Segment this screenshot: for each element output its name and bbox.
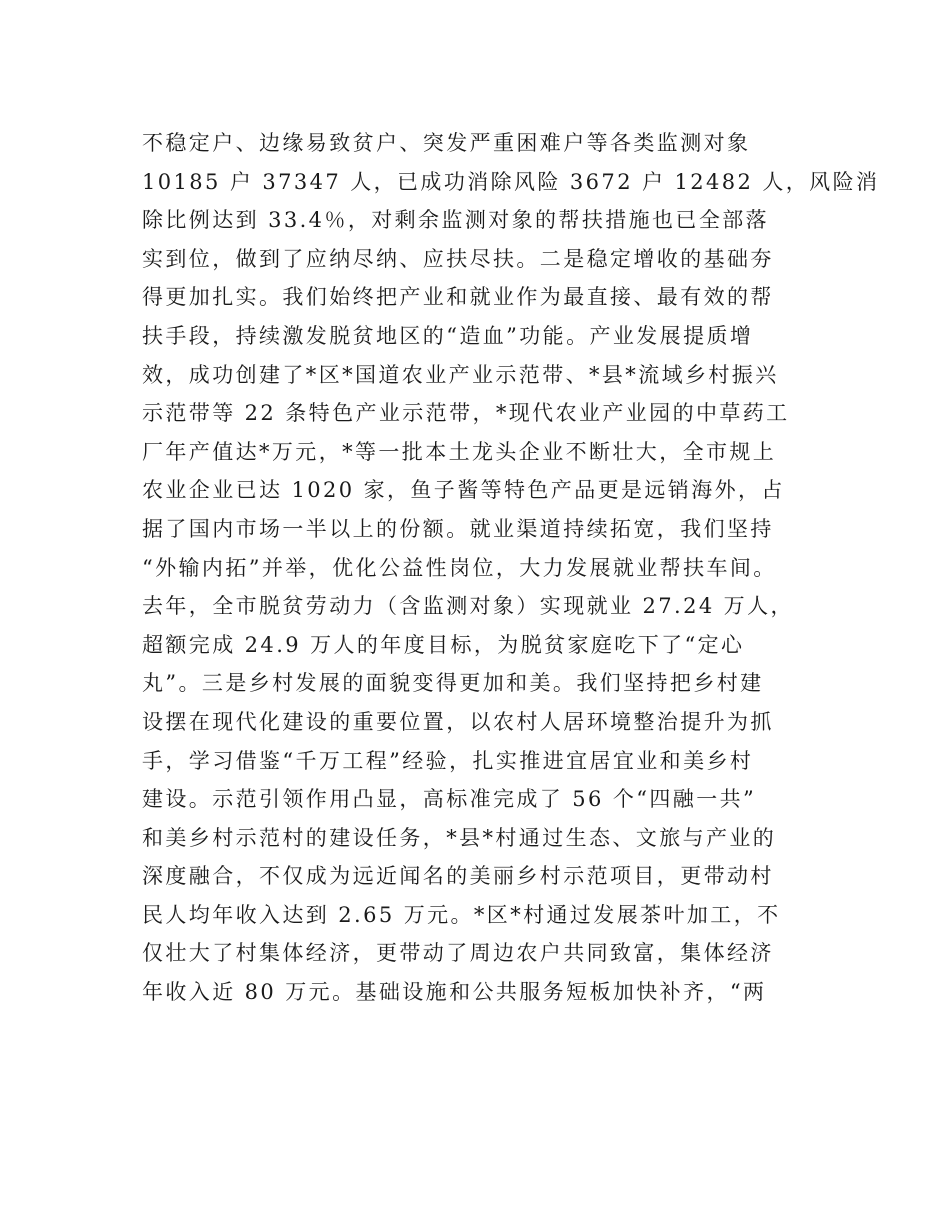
text-line: 民人均年收入达到 2.65 万元。*区*村通过发展茶叶加工，不 xyxy=(142,902,781,927)
text-line: 效，成功创建了*区*国道农业产业示范带、*县*流域乡村振兴 xyxy=(142,362,779,387)
document-body xyxy=(142,124,880,1012)
text-line: 深度融合，不仅成为远近闻名的美丽乡村示范项目，更带动村 xyxy=(142,864,774,889)
text-line: 去年，全市脱贫劳动力（含监测对象）实现就业 27.24 万人， xyxy=(142,594,794,619)
text-line: “外输内拓”并举，优化公益性岗位，大力发展就业帮扶车间。 xyxy=(142,555,777,580)
text-line: 农业企业已达 1020 家，鱼子酱等特色产品更是远销海外，占 xyxy=(142,478,785,503)
text-line: 设摆在现代化建设的重要位置，以农村人居环境整治提升为抓 xyxy=(142,709,774,734)
text-line: 手，学习借鉴“千万工程”经验，扎实推进宜居宜业和美乡村 xyxy=(142,748,754,773)
text-line: 实到位，做到了应纳尽纳、应扶尽扶。二是稳定增收的基础夯 xyxy=(142,246,774,271)
text-line: 示范带等 22 条特色产业示范带，*现代农业产业园的中草药工 xyxy=(142,401,790,426)
text-line: 仅壮大了村集体经济，更带动了周边农户共同致富，集体经济 xyxy=(142,941,774,966)
text-line: 据了国内市场一半以上的份额。就业渠道持续拓宽，我们坚持 xyxy=(142,516,774,541)
text-line: 丸”。三是乡村发展的面貌变得更加和美。我们坚持把乡村建 xyxy=(142,671,764,696)
text-line: 除比例达到 33.4％，对剩余监测对象的帮扶措施也已全部落 xyxy=(142,208,770,233)
text-line: 10185 户 37347 人，已成功消除风险 3672 户 12482 人，风险消 xyxy=(142,169,880,194)
text-line: 得更加扎实。我们始终把产业和就业作为最直接、最有效的帮 xyxy=(142,285,774,310)
text-line: 扶手段，持续激发脱贫地区的“造血”功能。产业发展提质增 xyxy=(142,323,754,348)
text-line: 超额完成 24.9 万人的年度目标，为脱贫家庭吃下了“定心 xyxy=(142,632,745,657)
text-line: 和美乡村示范村的建设任务，*县*村通过生态、文旅与产业的 xyxy=(142,825,777,850)
text-line: 年收入近 80 万元。基础设施和公共服务短板加快补齐，“两 xyxy=(142,980,767,1005)
text-line: 建设。示范引领作用凸显，高标准完成了 56 个“四融一共” xyxy=(142,787,757,812)
text-line: 不稳定户、边缘易致贫户、突发严重困难户等各类监测对象 xyxy=(142,131,751,155)
text-line: 厂年产值达*万元，*等一批本土龙头企业不断壮大，全市规上 xyxy=(142,439,777,464)
